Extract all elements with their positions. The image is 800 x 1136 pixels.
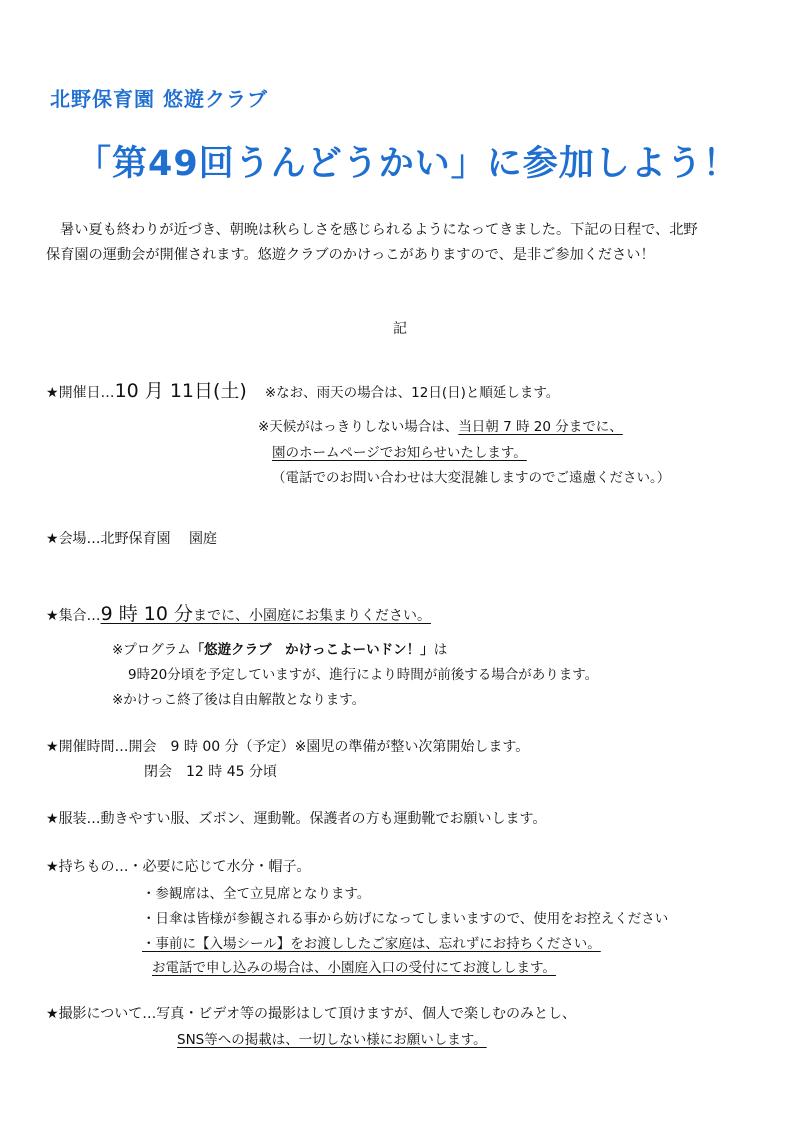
gather-label: 集合… bbox=[58, 608, 101, 624]
rain-note: ※なお、雨天の場合は、12日(日)と順延します。 bbox=[264, 385, 560, 401]
intro-line-1: 暑い夏も終わりが近づき、朝晩は秋らしさを感じられるようになってきました。下記の日程で、北野 bbox=[60, 222, 698, 238]
date-label: 開催日… bbox=[58, 385, 115, 401]
items-line-4: ・事前に【入場シール】をお渡ししたご家庭は、忘れずにお持ちください。 bbox=[142, 936, 601, 952]
items-line-1: 持ちもの…・必要に応じて水分・帽子。 bbox=[58, 859, 311, 875]
hours-close: 閉会 12 時 45 分頃 bbox=[144, 764, 277, 780]
star-bullet: ★ bbox=[46, 1006, 59, 1022]
items-row bbox=[46, 856, 311, 876]
photo-row bbox=[46, 1003, 576, 1023]
gather-row bbox=[46, 599, 431, 626]
weather-note-1 bbox=[258, 415, 623, 435]
star-bullet: ★ bbox=[46, 739, 59, 755]
weather-note-3: （電話でのお問い合わせは大変混雑しますのでご遠慮ください。） bbox=[272, 470, 671, 486]
star-bullet: ★ bbox=[46, 859, 59, 875]
hours-open: 開催時間…開会 9 時 00 分（予定）※園児の準備が整い次第開始します。 bbox=[58, 739, 530, 755]
date-row bbox=[46, 376, 559, 403]
date-value: 10 月 11日(土) bbox=[114, 380, 247, 402]
star-bullet: ★ bbox=[46, 531, 59, 547]
items-line-5: お電話で申し込みの場合は、小園庭入口の受付にてお渡しします。 bbox=[152, 960, 556, 976]
photo-line-2: SNS等への掲載は、一切しない様にお願いします。 bbox=[177, 1032, 487, 1048]
program-name: 「悠遊クラブ かけっこよーいドン！」 bbox=[190, 642, 434, 658]
dress-row bbox=[46, 808, 546, 828]
venue-text: 会場…北野保育園 園庭 bbox=[58, 531, 218, 547]
dismissal-note: ※かけっこ終了後は自由解散となります。 bbox=[112, 692, 366, 708]
items-line-3: ・日傘は皆様が参観される事から妨げになってしまいますので、使用をお控えください bbox=[142, 911, 669, 927]
program-note-suffix: は bbox=[433, 642, 448, 658]
star-bullet: ★ bbox=[46, 811, 59, 827]
gather-time: 9 時 10 分 bbox=[100, 603, 193, 625]
hours-row bbox=[46, 736, 529, 756]
program-note-prefix: ※プログラム bbox=[112, 642, 191, 658]
program-time-note: 9時20分頃を予定していますが、進行により時間が前後する場合があります。 bbox=[128, 667, 599, 683]
star-bullet: ★ bbox=[46, 608, 59, 624]
intro-paragraph bbox=[46, 218, 698, 268]
items-line-2: ・参観席は、全て立見席となります。 bbox=[142, 886, 371, 902]
photo-line-1: 撮影について…写真・ビデオ等の撮影はして頂けますが、個人で楽しむのみとし、 bbox=[58, 1006, 577, 1022]
weather-note-2: 園のホームページでお知らせいたします。 bbox=[272, 445, 527, 461]
intro-line-2: 保育園の運動会が開催されます。悠遊クラブのかけっこがありますので、是非ご参加ください！ bbox=[46, 247, 655, 263]
organization-name: 北野保育園 悠遊クラブ bbox=[50, 87, 268, 111]
weather-note-1-text: ※天候がはっきりしない場合は、 bbox=[258, 419, 459, 435]
weather-note-1-deadline: 当日朝 7 時 20 分までに、 bbox=[458, 419, 623, 435]
dress-text: 服装…動きやすい服、ズボン、運動靴。保護者の方も運動靴でお願いします。 bbox=[58, 811, 547, 827]
page-title: 「第49回うんどうかい」に参加しよう！ bbox=[76, 144, 739, 184]
star-bullet: ★ bbox=[46, 385, 59, 401]
venue-row bbox=[46, 528, 217, 548]
gather-text: までに、小園庭にお集まりください。 bbox=[192, 608, 431, 624]
ki-heading: 記 bbox=[393, 321, 407, 337]
program-note bbox=[112, 638, 447, 658]
